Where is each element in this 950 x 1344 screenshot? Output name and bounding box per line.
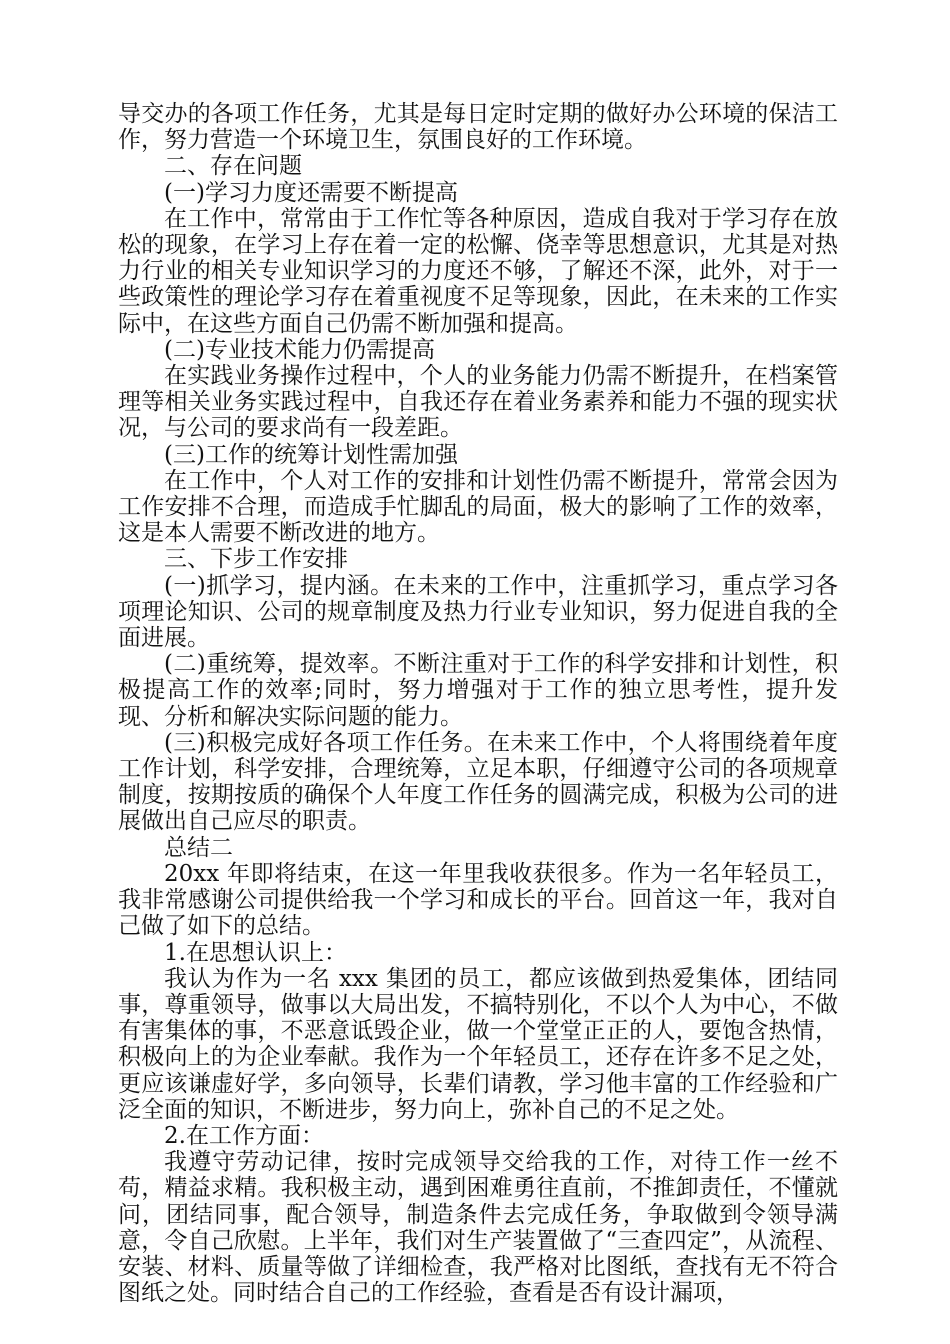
subheading-thinking: 1.在思想认识上： [164, 939, 347, 966]
section-heading-summary-two: 总结二 [164, 834, 233, 861]
section-heading-next-steps: 三、下步工作安排 [164, 546, 348, 573]
paragraph: (二)重统筹，提效率。不断注重对于工作的科学安排和计划性，积极提高工作的效率;同时，努力增强对于工作的独立思考性，提升发现、分析和解决实际问题的能力。 [118, 651, 838, 730]
paragraph: 20xx 年即将结束，在这一年里我收获很多。作为一名年轻员工，我非常感谢公司提供给我一个学习和成长的平台。回首这一年，我对自己做了如下的总结。 [118, 860, 838, 940]
paragraph: 在实践业务操作过程中，个人的业务能力仍需不断提升，在档案管理等相关业务实践过程中，自我还存在着业务素养和能力不强的现实状况，与公司的要求尚有一段差距。 [118, 363, 838, 442]
paragraph: 在工作中，个人对工作的安排和计划性仍需不断提升，常常会因为工作安排不合理，而造成手忙脚乱的局面，极大的影响了工作的效率，这是本人需要不断改进的地方。 [118, 467, 838, 547]
document-body [118, 101, 838, 1306]
paragraph: 我认为作为一名 xxx 集团的员工，都应该做到热爱集体，团结同事，尊重领导，做事以大局出发，不搞特别化，不以个人为中心，不做有害集体的事，不恶意诋毁企业，做一个堂堂正正的人，要饱含热情，积极向上的为企业奉献。我作为一个年轻员工，还存在许多不足之处，更应该谦虚好学，多向领导，长辈们请教，学习他丰富的工作经验和广泛全面的知识，不断进步，努力向上，弥补自己的不足之处。 [118, 965, 838, 1123]
section-heading-problems: 二、存在问题 [164, 153, 302, 180]
subheading-work: 2.在工作方面： [164, 1122, 324, 1149]
subheading-planning: (三)工作的统筹计划性需加强 [164, 441, 458, 468]
paragraph: 在工作中，常常由于工作忙等各种原因，造成自我对于学习存在放松的现象，在学习上存在着一定的松懈、侥幸等思想意识，尤其是对热力行业的相关专业知识学习的力度还不够，了解还不深，此外，对于一些政策性的理论学习存在着重视度不足等现象，因此，在未来的工作实际中，在这些方面自己仍需不断加强和提高。 [118, 205, 838, 337]
subheading-study: (一)学习力度还需要不断提高 [164, 179, 458, 206]
subheading-skills: (二)专业技术能力仍需提高 [164, 336, 435, 363]
paragraph: (一)抓学习，提内涵。在未来的工作中，注重抓学习，重点学习各项理论知识、公司的规章制度及热力行业专业知识，努力促进自我的全面进展。 [118, 572, 838, 652]
paragraph-continued: 导交办的各项工作任务，尤其是每日定时定期的做好办公环境的保洁工作，努力营造一个环境卫生，氛围良好的工作环境。 [118, 101, 838, 154]
paragraph: 我遵守劳动记律，按时完成领导交给我的工作，对待工作一丝不苟，精益求精。我积极主动，遇到困难勇往直前，不推卸责任，不懂就问，团结同事，配合领导，制造条件去完成任务，争取做到令领导满意，令自己欣慰。上半年，我们对生产装置做了“三查四定”，从流程、安装、材料、质量等做了详细检查，我严格对比图纸，查找有无不符合图纸之处。同时结合自己的工作经验，查看是否有设计漏项， [118, 1149, 838, 1307]
paragraph: (三)积极完成好各项工作任务。在未来工作中，个人将围绕着年度工作计划，科学安排，合理统筹，立足本职，仔细遵守公司的各项规章制度，按期按质的确保个人年度工作任务的圆满完成，积极为公司的进展做出自己应尽的职责。 [118, 729, 838, 835]
